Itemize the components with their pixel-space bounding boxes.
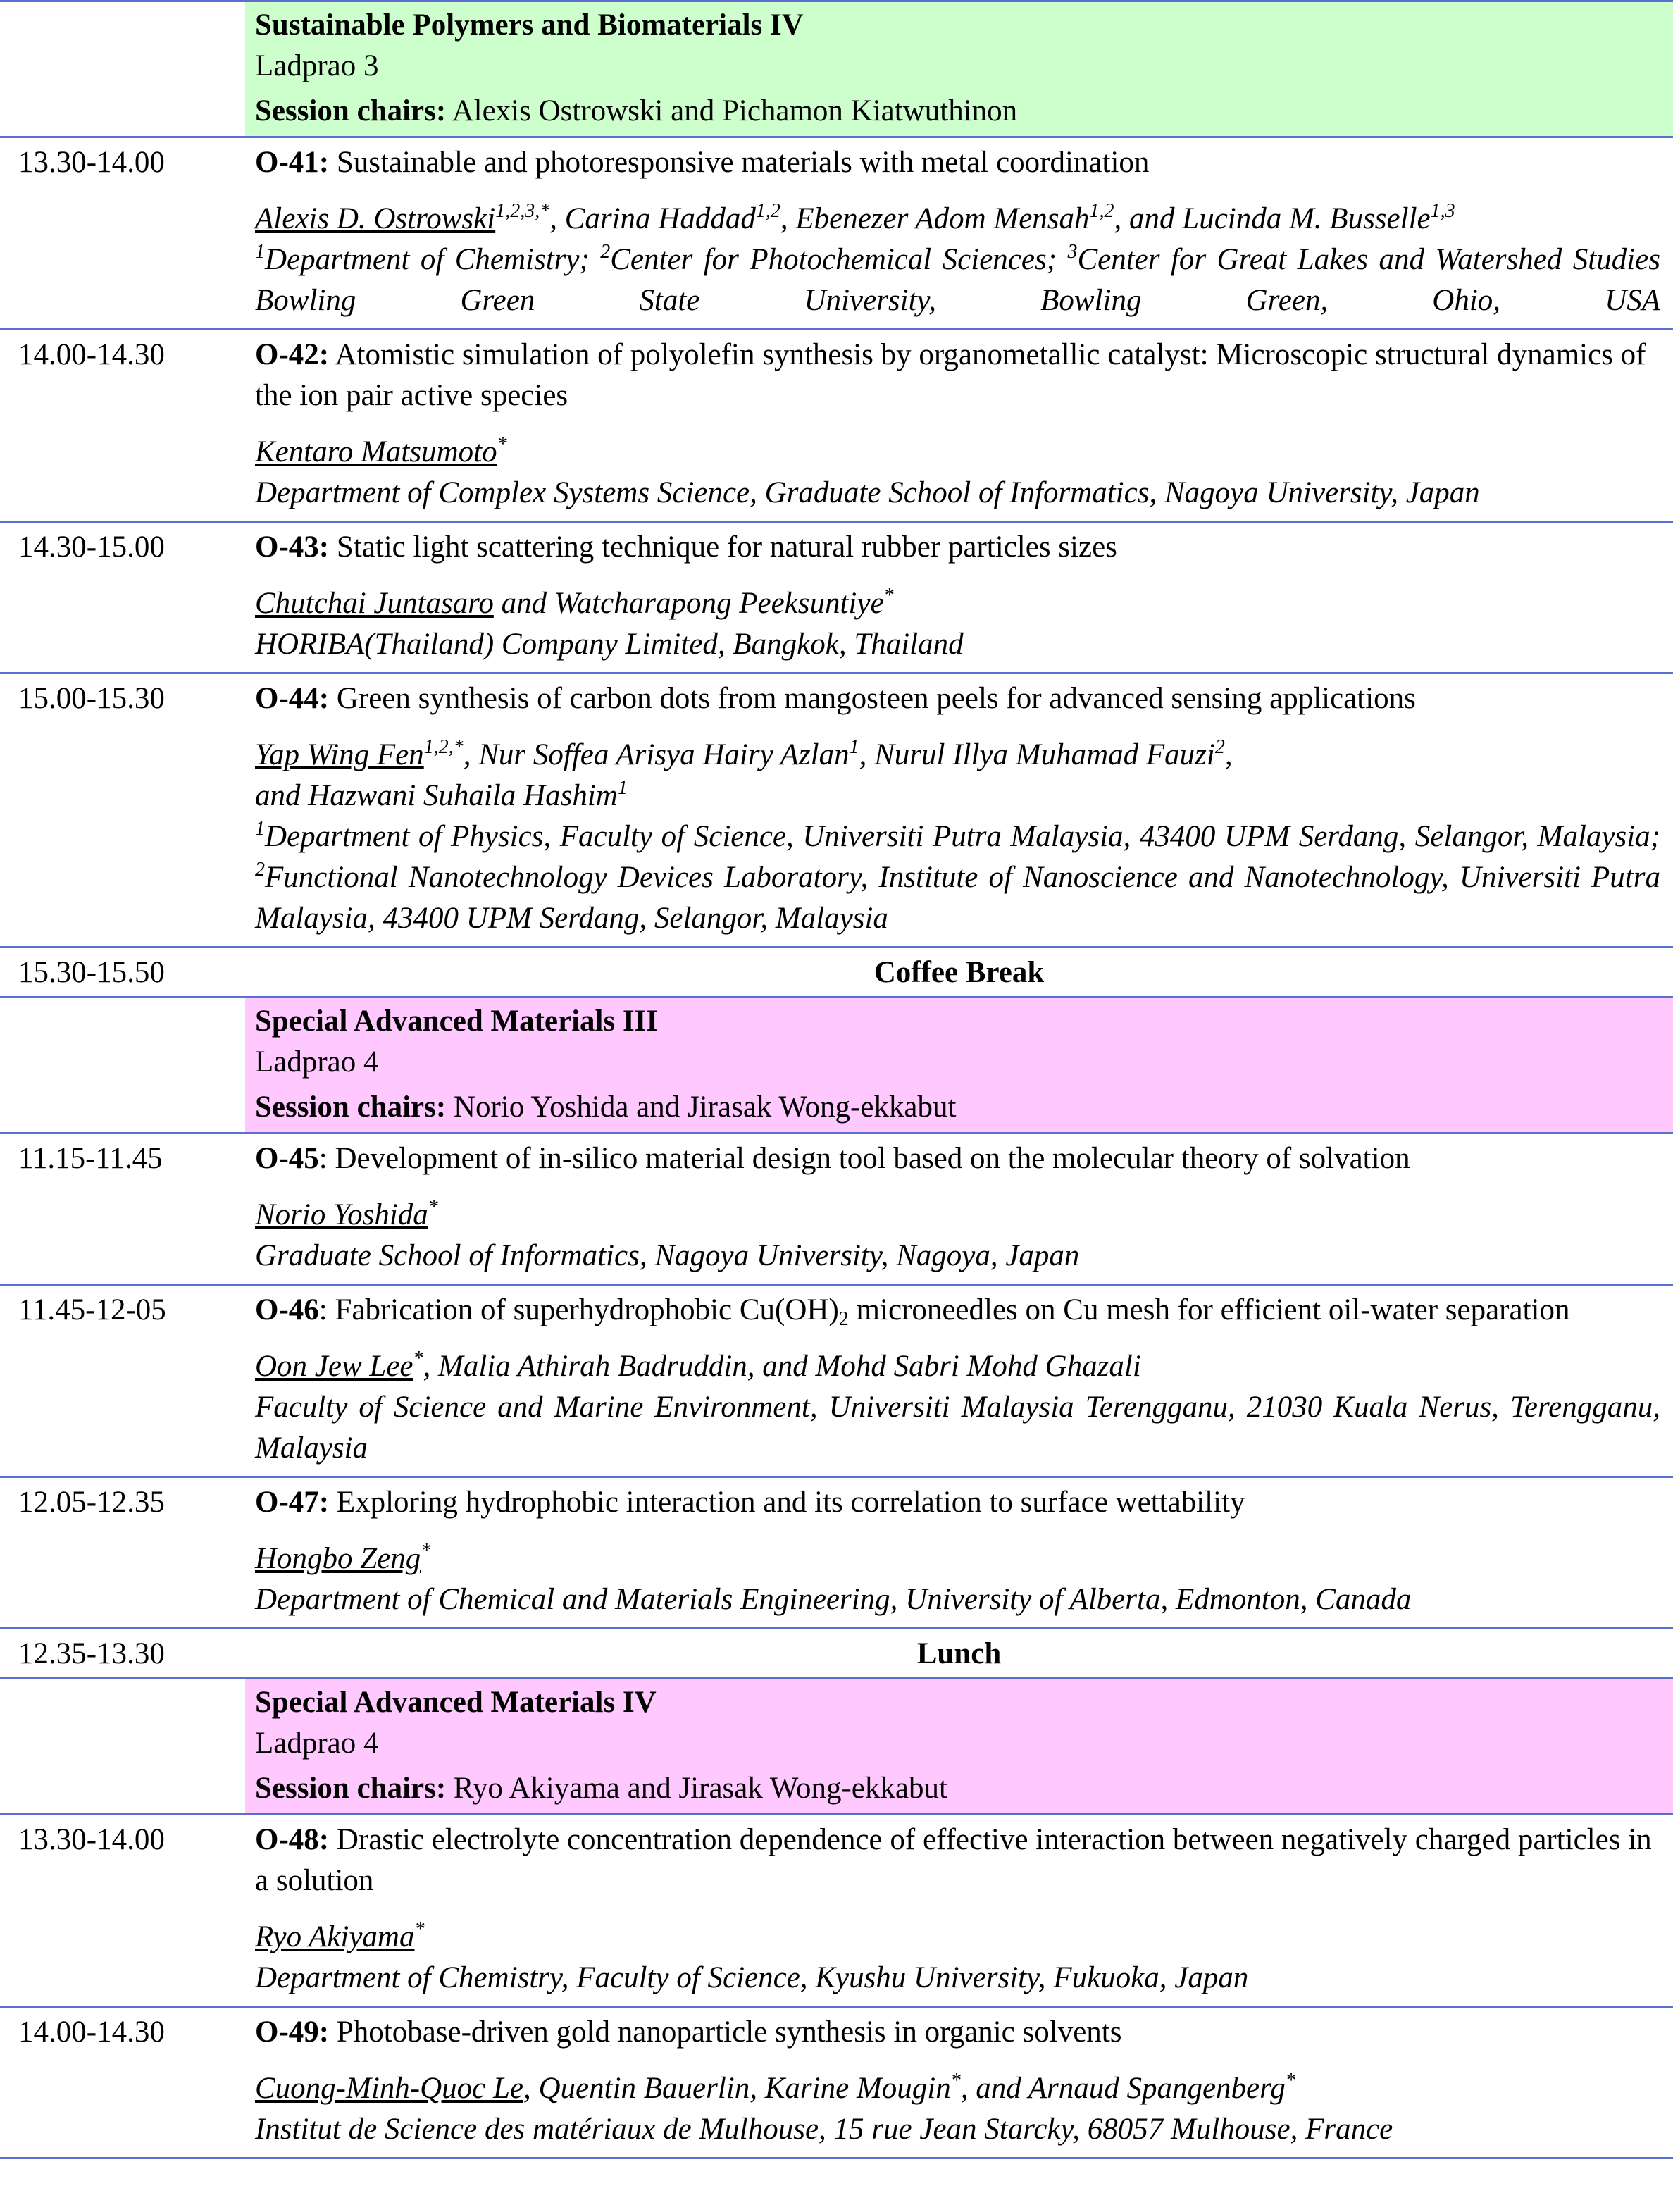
affil-text: Center for Great Lakes and Watershed Studies Bowling Green State University, Bowling Green, Ohio, USA: [255, 243, 1660, 317]
affiliation: Institut de Science des matériaux de Mulhouse, 15 rue Jean Starcky, 68057 Mulhouse, France: [255, 2113, 1393, 2146]
time-slot: 12.35-13.30: [0, 1629, 245, 1679]
talk-title-text: Green synthesis of carbon dots from mangosteen peels for advanced sensing applications: [336, 682, 1416, 715]
talk-code: O-41:: [255, 146, 330, 179]
coauthor-sup: *: [883, 585, 894, 607]
talk-title: [255, 527, 1660, 568]
session-chairs-label: Session chairs:: [255, 1772, 447, 1805]
authors: [255, 1917, 1660, 1958]
presenter-sup: 1,2,*: [423, 736, 464, 758]
talk-title-text: Drastic electrolyte concentration dependence of effective interaction between negatively charged particles in a solution: [255, 1823, 1652, 1897]
talk-cell: [245, 522, 1673, 673]
coauthor: , and Arnaud Spangenberg: [960, 2072, 1286, 2105]
session-room: Ladprao 3: [255, 49, 379, 82]
authors: [255, 2068, 1660, 2109]
presenter-name: Yap Wing Fen: [255, 738, 424, 771]
talk-code: O-42:: [255, 338, 330, 371]
coauthor: , Nur Soffea Arisya Hairy Azlan: [463, 738, 850, 771]
coauthor: and Watcharapong Peeksuntiye: [493, 587, 884, 620]
session-chairs: [255, 1087, 1663, 1128]
session-block: [245, 1679, 1673, 1815]
presenter-name: Chutchai Juntasaro: [255, 587, 494, 620]
time-slot: 15.00-15.30: [0, 673, 245, 947]
talk-cell: [245, 1815, 1673, 2007]
talk-cell: [245, 1477, 1673, 1629]
author-block: [255, 432, 1660, 514]
coauthor-sup: 1,2: [1089, 200, 1114, 222]
author-block: [255, 1539, 1660, 1620]
talk-code: O-48:: [255, 1823, 330, 1856]
session-block: [245, 998, 1673, 1133]
talk-title-text: Static light scattering technique for natural rubber particles sizes: [336, 530, 1117, 564]
author-block: [255, 735, 1660, 939]
talk-cell: [245, 1285, 1673, 1477]
time-slot: 15.30-15.50: [0, 947, 245, 998]
talk-title: [255, 678, 1660, 719]
session-chairs-names: Norio Yoshida and Jirasak Wong-ekkabut: [453, 1091, 957, 1124]
presenter-name: Norio Yoshida: [255, 1198, 428, 1231]
author-block: [255, 199, 1660, 321]
affiliation: Faculty of Science and Marine Environment, Universiti Malaysia Terengganu, 21030 Kuala Nerus, Terengganu, Malaysia: [255, 1391, 1660, 1465]
coauthor-sup: 1,3: [1430, 200, 1455, 222]
presenter-sup: *: [413, 1348, 423, 1369]
talk-row: [0, 522, 1673, 673]
authors: [255, 735, 1660, 816]
break-label: Coffee Break: [245, 947, 1673, 998]
talk-code: O-43:: [255, 530, 330, 564]
talk-code: O-49:: [255, 2015, 330, 2049]
talk-title: [255, 2012, 1660, 2053]
talk-title-text: : Fabrication of superhydrophobic Cu(OH): [318, 1293, 839, 1326]
talk-title: [255, 1820, 1660, 1901]
presenter-sup: 1,2,3,*: [495, 200, 550, 222]
authors: [255, 432, 1660, 473]
break-row: [0, 947, 1673, 998]
talk-title: [255, 1482, 1660, 1523]
coauthor: , Carina Haddad: [549, 202, 756, 235]
author-block: [255, 1917, 1660, 1999]
affiliation: Department of Complex Systems Science, Graduate School of Informatics, Nagoya University, Japan: [255, 476, 1480, 509]
coauthor-sup: 2: [1214, 736, 1225, 758]
session-name: Special Advanced Materials IV: [255, 1686, 657, 1719]
affiliation: HORIBA(Thailand) Company Limited, Bangkok, Thailand: [255, 628, 964, 661]
talk-row: [0, 1133, 1673, 1285]
talk-row: [0, 137, 1673, 330]
affiliation: Graduate School of Informatics, Nagoya University, Nagoya, Japan: [255, 1239, 1080, 1272]
author-block: [255, 1195, 1660, 1276]
session-block: [245, 1, 1673, 137]
affil-text: Department of Chemistry;: [265, 243, 601, 276]
presenter-name: Alexis D. Ostrowski: [255, 202, 496, 235]
talk-cell: [245, 673, 1673, 947]
session-room: Ladprao 4: [255, 1045, 379, 1079]
talk-title-text: Exploring hydrophobic interaction and its correlation to surface wettability: [336, 1486, 1245, 1519]
presenter-name: Kentaro Matsumoto: [255, 435, 497, 468]
time-slot: 13.30-14.00: [0, 137, 245, 330]
time-slot: 14.30-15.00: [0, 522, 245, 673]
session-header-row: [0, 998, 1673, 1133]
talk-code: O-45: [255, 1142, 319, 1175]
coauthor: , and Lucinda M. Busselle: [1114, 202, 1431, 235]
session-chairs-label: Session chairs:: [255, 94, 447, 128]
session-name: Special Advanced Materials III: [255, 1005, 659, 1038]
presenter-sup: *: [428, 1196, 438, 1218]
break-label: Lunch: [245, 1629, 1673, 1679]
talk-title: [255, 335, 1660, 416]
time-slot: 12.05-12.35: [0, 1477, 245, 1629]
talk-cell: [245, 137, 1673, 330]
affiliation: [255, 816, 1660, 939]
talk-cell: [245, 2007, 1673, 2158]
time-cell-empty: [0, 1, 245, 137]
presenter-sup: *: [421, 1540, 431, 1562]
talk-title-text: Atomistic simulation of polyolefin synthesis by organometallic catalyst: Microscopic structural dynamics of the ion pair active species: [255, 338, 1646, 412]
talk-title: [255, 1290, 1660, 1331]
author-block: [255, 583, 1660, 665]
authors: [255, 583, 1660, 624]
break-row: [0, 1629, 1673, 1679]
talk-row: [0, 1477, 1673, 1629]
subscript: 2: [838, 1308, 849, 1330]
time-slot: 14.00-14.30: [0, 2007, 245, 2158]
affil-sup: 1: [255, 818, 265, 840]
talk-cell: [245, 1133, 1673, 1285]
coauthor-sup: 1,2: [755, 200, 780, 222]
affiliation: [255, 240, 1660, 321]
affil-text: Department of Physics, Faculty of Science, Universiti Putra Malaysia, 43400 UPM Serdang, Selangor, Malaysia;: [265, 820, 1660, 853]
session-chairs-label: Session chairs:: [255, 1091, 447, 1124]
talk-row: [0, 1815, 1673, 2007]
talk-code: O-46: [255, 1293, 319, 1326]
authors: [255, 1539, 1660, 1579]
coauthor-sup: *: [950, 2070, 961, 2092]
coauthor: , Ebenezer Adom Mensah: [780, 202, 1090, 235]
coauthor-sup: 1: [849, 736, 859, 758]
talk-title-text: Sustainable and photoresponsive materials with metal coordination: [336, 146, 1150, 179]
talk-title-text: microneedles on Cu mesh for efficient oil-water separation: [848, 1293, 1570, 1326]
time-slot: 14.00-14.30: [0, 330, 245, 522]
presenter-name: Ryo Akiyama: [255, 1920, 415, 1953]
talk-row: [0, 2007, 1673, 2158]
affil-sup: 2: [600, 241, 611, 263]
talk-title: [255, 1138, 1660, 1179]
time-slot: 11.45-12-05: [0, 1285, 245, 1477]
time-slot: 11.15-11.45: [0, 1133, 245, 1285]
talk-code: O-47:: [255, 1486, 330, 1519]
coauthor-sup: *: [1285, 2070, 1295, 2092]
authors: [255, 1346, 1660, 1387]
coauthor: ,: [1224, 738, 1233, 771]
presenter-name: Hongbo Zeng: [255, 1542, 421, 1575]
session-chairs: [255, 1768, 1663, 1809]
presenter-name: Oon Jew Lee: [255, 1350, 413, 1383]
coauthor: , Malia Athirah Badruddin, and Mohd Sabri Mohd Ghazali: [423, 1350, 1141, 1383]
talk-title-text: : Development of in-silico material design tool based on the molecular theory of solvation: [318, 1142, 1410, 1175]
presenter-sup: *: [497, 433, 507, 455]
session-room: Ladprao 4: [255, 1727, 379, 1760]
affil-text: Functional Nanotechnology Devices Laboratory, Institute of Nanoscience and Nanotechnology, Universiti Putra Malaysia, 43400 UPM Serdang, Selangor, Malaysia: [255, 861, 1660, 935]
talk-code: O-44:: [255, 682, 330, 715]
coauthor: , Nurul Illya Muhamad Fauzi: [859, 738, 1215, 771]
coauthor: and Hazwani Suhaila Hashim: [255, 779, 618, 812]
talk-title-text: Photobase-driven gold nanoparticle synthesis in organic solvents: [336, 2015, 1122, 2049]
coauthor: , Quentin Bauerlin, Karine Mougin: [523, 2072, 951, 2105]
affil-sup: 1: [255, 241, 265, 263]
affil-sup: 3: [1067, 241, 1078, 263]
talk-cell: [245, 330, 1673, 522]
session-header-row: [0, 1679, 1673, 1815]
affiliation: Department of Chemistry, Faculty of Science, Kyushu University, Fukuoka, Japan: [255, 1961, 1249, 1994]
time-cell-empty: [0, 1679, 245, 1815]
author-block: [255, 1346, 1660, 1469]
session-header-row: [0, 1, 1673, 137]
time-slot: 13.30-14.00: [0, 1815, 245, 2007]
session-name: Sustainable Polymers and Biomaterials IV: [255, 8, 804, 42]
authors: [255, 1195, 1660, 1236]
talk-row: [0, 673, 1673, 947]
presenter-name: Cuong-Minh-Quoc Le: [255, 2072, 523, 2105]
time-cell-empty: [0, 998, 245, 1133]
affil-text: Center for Photochemical Sciences;: [610, 243, 1068, 276]
authors: [255, 199, 1660, 240]
presenter-sup: *: [414, 1918, 425, 1940]
session-chairs: [255, 91, 1663, 132]
talk-title: [255, 142, 1660, 183]
affiliation: Department of Chemical and Materials Engineering, University of Alberta, Edmonton, Canada: [255, 1583, 1412, 1616]
author-block: [255, 2068, 1660, 2150]
coauthor-sup: 1: [617, 777, 628, 799]
session-chairs-names: Ryo Akiyama and Jirasak Wong-ekkabut: [453, 1772, 947, 1805]
talk-row: [0, 1285, 1673, 1477]
session-chairs-names: Alexis Ostrowski and Pichamon Kiatwuthinon: [452, 94, 1018, 128]
affil-sup: 2: [255, 859, 265, 881]
talk-row: [0, 330, 1673, 522]
